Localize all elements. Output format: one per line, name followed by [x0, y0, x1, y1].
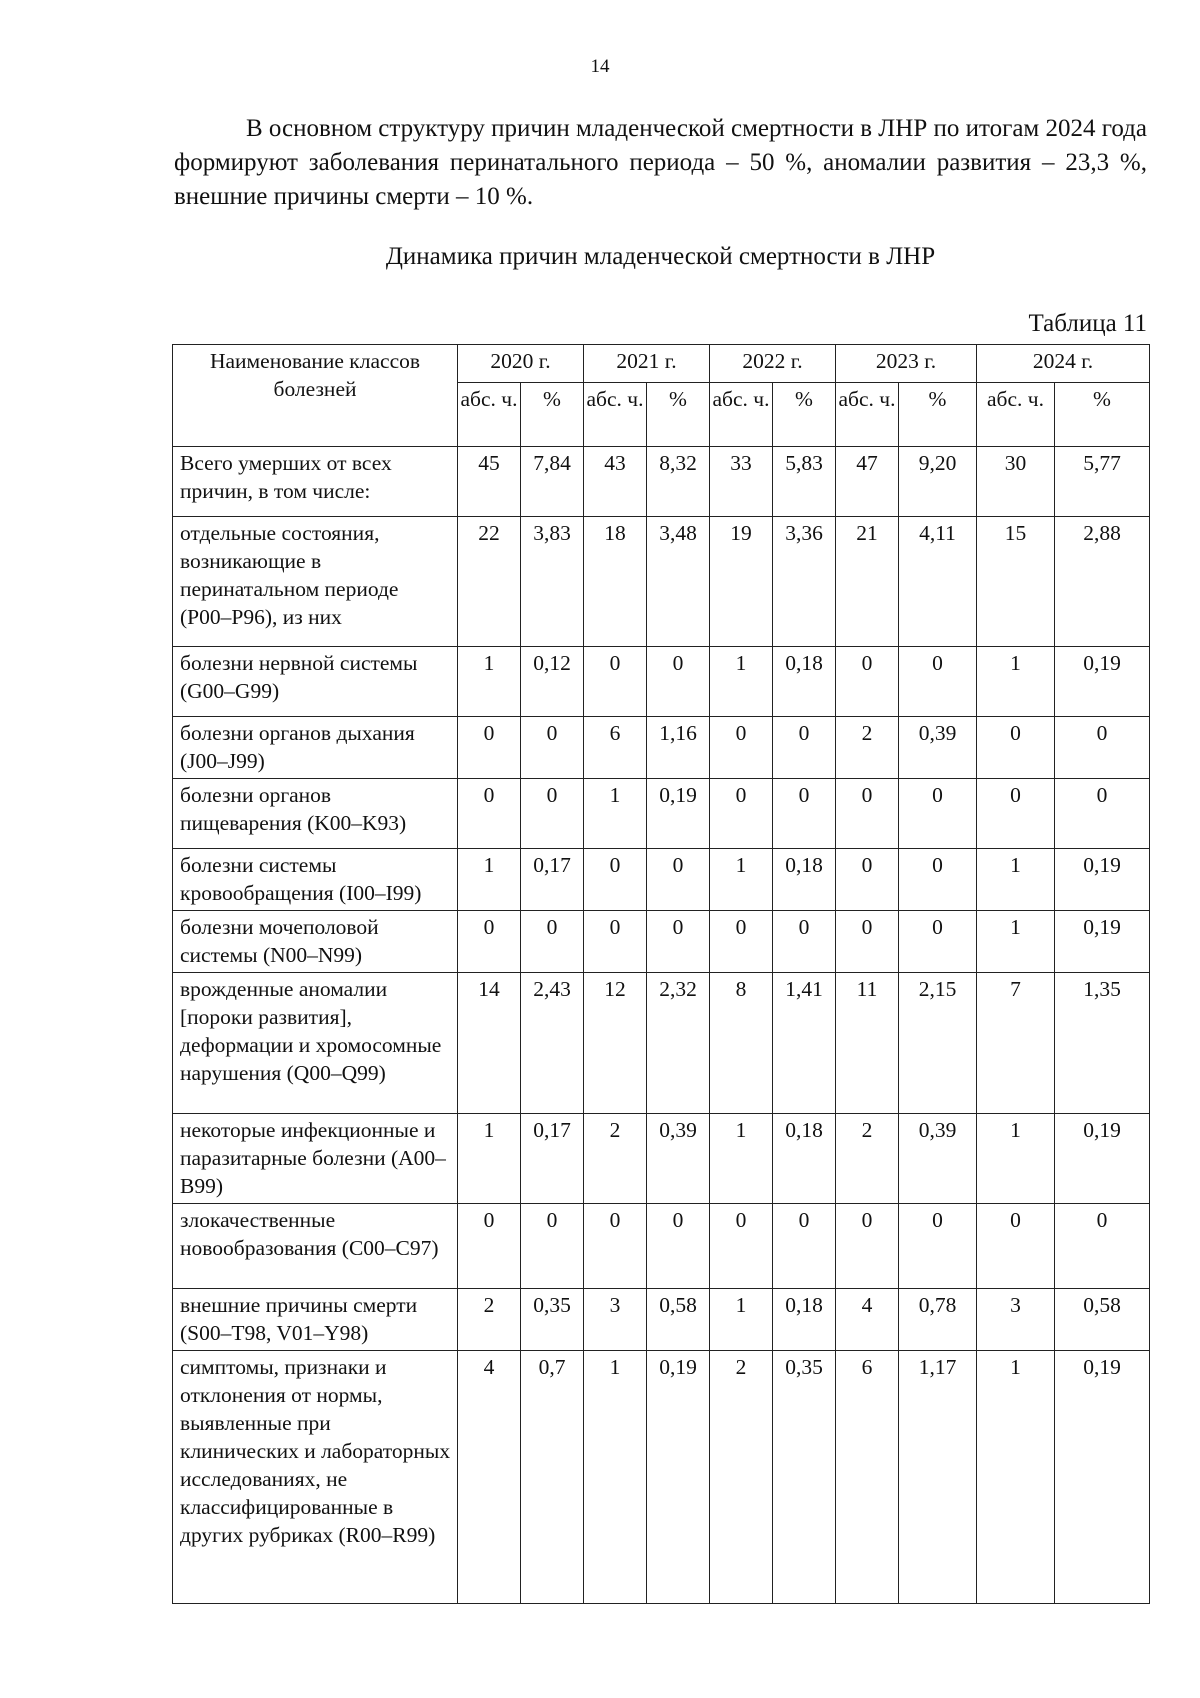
sub-header: абс. ч.	[710, 383, 773, 447]
percent-cell: 0,12	[521, 647, 584, 717]
table-row	[173, 447, 1150, 517]
percent-cell: 0	[899, 779, 977, 849]
percent-cell: 1,35	[1055, 973, 1150, 1114]
abs-count-cell: 2	[458, 1289, 521, 1351]
disease-class-name: болезни органов пищеварения (K00–K93)	[173, 779, 458, 849]
percent-cell: 0,19	[1055, 849, 1150, 911]
percent-cell: 2,32	[647, 973, 710, 1114]
abs-count-cell: 1	[458, 647, 521, 717]
abs-count-cell: 0	[836, 1204, 899, 1289]
abs-count-cell: 0	[584, 1204, 647, 1289]
percent-cell: 2,15	[899, 973, 977, 1114]
abs-count-cell: 33	[710, 447, 773, 517]
percent-cell: 0	[521, 779, 584, 849]
percent-cell: 0,17	[521, 1114, 584, 1204]
abs-count-cell: 47	[836, 447, 899, 517]
percent-cell: 0,39	[899, 1114, 977, 1204]
abs-count-cell: 11	[836, 973, 899, 1114]
disease-class-name: болезни нервной системы (G00–G99)	[173, 647, 458, 717]
abs-count-cell: 4	[458, 1351, 521, 1604]
table-row	[173, 973, 1150, 1114]
disease-class-name: злокачественные новообразования (C00–C97)	[173, 1204, 458, 1289]
percent-cell: 0,18	[773, 1114, 836, 1204]
sub-header: %	[773, 383, 836, 447]
percent-cell: 0,17	[521, 849, 584, 911]
percent-cell: 4,11	[899, 517, 977, 647]
year-header: 2020 г.	[458, 345, 584, 383]
table-caption: Динамика причин младенческой смертности в ЛНР	[385, 243, 936, 270]
percent-cell: 0	[1055, 1204, 1150, 1289]
percent-cell: 0,19	[1055, 1351, 1150, 1604]
sub-header: %	[1055, 383, 1150, 447]
abs-count-cell: 2	[584, 1114, 647, 1204]
abs-count-cell: 0	[710, 911, 773, 973]
abs-count-cell: 0	[977, 1204, 1055, 1289]
disease-class-name: симптомы, признаки и отклонения от нормы, выявленные при клинических и лабораторных исследованиях, не классифицированные в других рубриках (R00–R99)	[173, 1351, 458, 1604]
percent-cell: 0	[899, 849, 977, 911]
table-row	[173, 849, 1150, 911]
percent-cell: 0,35	[773, 1351, 836, 1604]
percent-cell: 0,19	[647, 779, 710, 849]
table-row	[173, 717, 1150, 779]
abs-count-cell: 1	[710, 1114, 773, 1204]
disease-class-name: Всего умерших от всех причин, в том числе:	[173, 447, 458, 517]
abs-count-cell: 22	[458, 517, 521, 647]
abs-count-cell: 0	[977, 717, 1055, 779]
abs-count-cell: 6	[584, 717, 647, 779]
abs-count-cell: 0	[584, 911, 647, 973]
percent-cell: 0,58	[647, 1289, 710, 1351]
percent-cell: 9,20	[899, 447, 977, 517]
sub-header: абс. ч.	[977, 383, 1055, 447]
abs-count-cell: 1	[977, 911, 1055, 973]
percent-cell: 0	[773, 1204, 836, 1289]
percent-cell: 1,16	[647, 717, 710, 779]
disease-class-name: внешние причины смерти (S00–T98, V01–Y98)	[173, 1289, 458, 1351]
abs-count-cell: 3	[584, 1289, 647, 1351]
percent-cell: 0	[1055, 717, 1150, 779]
abs-count-cell: 0	[584, 849, 647, 911]
abs-count-cell: 1	[710, 1289, 773, 1351]
percent-cell: 0,7	[521, 1351, 584, 1604]
percent-cell: 0	[773, 911, 836, 973]
abs-count-cell: 0	[836, 779, 899, 849]
abs-count-cell: 4	[836, 1289, 899, 1351]
sub-header: абс. ч.	[584, 383, 647, 447]
disease-class-name: болезни мочеполовой системы (N00–N99)	[173, 911, 458, 973]
percent-cell: 0	[521, 1204, 584, 1289]
sub-header: абс. ч.	[458, 383, 521, 447]
abs-count-cell: 1	[458, 1114, 521, 1204]
percent-cell: 0,35	[521, 1289, 584, 1351]
percent-cell: 0	[899, 911, 977, 973]
percent-cell: 3,48	[647, 517, 710, 647]
percent-cell: 2,43	[521, 973, 584, 1114]
abs-count-cell: 1	[458, 849, 521, 911]
sub-header: %	[647, 383, 710, 447]
percent-cell: 0	[899, 1204, 977, 1289]
abs-count-cell: 0	[710, 1204, 773, 1289]
abs-count-cell: 0	[836, 647, 899, 717]
abs-count-cell: 0	[836, 849, 899, 911]
abs-count-cell: 1	[710, 647, 773, 717]
abs-count-cell: 1	[584, 1351, 647, 1604]
page-number: 14	[590, 56, 610, 77]
table-row	[173, 1351, 1150, 1604]
year-header: 2022 г.	[710, 345, 836, 383]
abs-count-cell: 3	[977, 1289, 1055, 1351]
percent-cell: 7,84	[521, 447, 584, 517]
abs-count-cell: 0	[458, 717, 521, 779]
abs-count-cell: 2	[836, 717, 899, 779]
percent-cell: 8,32	[647, 447, 710, 517]
percent-cell: 0	[521, 717, 584, 779]
abs-count-cell: 1	[710, 849, 773, 911]
percent-cell: 0	[647, 911, 710, 973]
disease-class-name: болезни системы кровообращения (I00–I99)	[173, 849, 458, 911]
table-row	[173, 647, 1150, 717]
abs-count-cell: 0	[836, 911, 899, 973]
disease-class-name: врожденные аномалии [пороки развития], деформации и хромосомные нарушения (Q00–Q99)	[173, 973, 458, 1114]
table-number: Таблица 11	[1028, 310, 1147, 337]
percent-cell: 0,39	[899, 717, 977, 779]
abs-count-cell: 43	[584, 447, 647, 517]
percent-cell: 5,77	[1055, 447, 1150, 517]
abs-count-cell: 12	[584, 973, 647, 1114]
abs-count-cell: 2	[836, 1114, 899, 1204]
percent-cell: 0	[647, 1204, 710, 1289]
name-column-header: Наименование классов болезней	[173, 345, 458, 447]
abs-count-cell: 15	[977, 517, 1055, 647]
table-row	[173, 1204, 1150, 1289]
sub-header: %	[899, 383, 977, 447]
table-row	[173, 517, 1150, 647]
abs-count-cell: 1	[977, 1114, 1055, 1204]
percent-cell: 0,19	[1055, 1114, 1150, 1204]
abs-count-cell: 0	[977, 779, 1055, 849]
percent-cell: 1,41	[773, 973, 836, 1114]
percent-cell: 0,58	[1055, 1289, 1150, 1351]
abs-count-cell: 0	[458, 911, 521, 973]
year-header: 2024 г.	[977, 345, 1150, 383]
abs-count-cell: 7	[977, 973, 1055, 1114]
abs-count-cell: 0	[710, 779, 773, 849]
percent-cell: 0	[773, 717, 836, 779]
abs-count-cell: 0	[584, 647, 647, 717]
abs-count-cell: 1	[584, 779, 647, 849]
table-row	[173, 1289, 1150, 1351]
year-header: 2023 г.	[836, 345, 977, 383]
percent-cell: 0	[773, 779, 836, 849]
percent-cell: 0	[647, 849, 710, 911]
abs-count-cell: 1	[977, 849, 1055, 911]
percent-cell: 0,19	[1055, 911, 1150, 973]
percent-cell: 0,78	[899, 1289, 977, 1351]
disease-class-name: болезни органов дыхания (J00–J99)	[173, 717, 458, 779]
sub-header: %	[521, 383, 584, 447]
table-row	[173, 779, 1150, 849]
abs-count-cell: 21	[836, 517, 899, 647]
percent-cell: 5,83	[773, 447, 836, 517]
percent-cell: 2,88	[1055, 517, 1150, 647]
abs-count-cell: 8	[710, 973, 773, 1114]
abs-count-cell: 0	[458, 779, 521, 849]
disease-class-name: некоторые инфекционные и паразитарные болезни (A00–B99)	[173, 1114, 458, 1204]
table-row	[173, 1114, 1150, 1204]
percent-cell: 0,18	[773, 647, 836, 717]
table-body	[173, 447, 1150, 1604]
sub-header: абс. ч.	[836, 383, 899, 447]
year-header: 2021 г.	[584, 345, 710, 383]
abs-count-cell: 1	[977, 1351, 1055, 1604]
intro-paragraph: В основном структуру причин младенческой смертности в ЛНР по итогам 2024 года формируют заболевания перинатального периода – 50 %, аномалии развития – 23,3 %, внешние причины смерти – 10 %.	[174, 115, 1147, 210]
percent-cell: 0,18	[773, 1289, 836, 1351]
abs-count-cell: 1	[977, 647, 1055, 717]
abs-count-cell: 19	[710, 517, 773, 647]
abs-count-cell: 18	[584, 517, 647, 647]
abs-count-cell: 0	[710, 717, 773, 779]
percent-cell: 0,39	[647, 1114, 710, 1204]
percent-cell: 0	[1055, 779, 1150, 849]
percent-cell: 1,17	[899, 1351, 977, 1604]
abs-count-cell: 0	[458, 1204, 521, 1289]
percent-cell: 0	[521, 911, 584, 973]
percent-cell: 0	[647, 647, 710, 717]
abs-count-cell: 2	[710, 1351, 773, 1604]
percent-cell: 0,19	[647, 1351, 710, 1604]
percent-cell: 0	[899, 647, 977, 717]
percent-cell: 0,19	[1055, 647, 1150, 717]
percent-cell: 3,36	[773, 517, 836, 647]
abs-count-cell: 30	[977, 447, 1055, 517]
percent-cell: 0,18	[773, 849, 836, 911]
disease-class-name: отдельные состояния, возникающие в перинатальном периоде (P00–P96), из них	[173, 517, 458, 647]
percent-cell: 3,83	[521, 517, 584, 647]
abs-count-cell: 14	[458, 973, 521, 1114]
abs-count-cell: 45	[458, 447, 521, 517]
causes-table	[172, 344, 1150, 1604]
table-row	[173, 911, 1150, 973]
abs-count-cell: 6	[836, 1351, 899, 1604]
